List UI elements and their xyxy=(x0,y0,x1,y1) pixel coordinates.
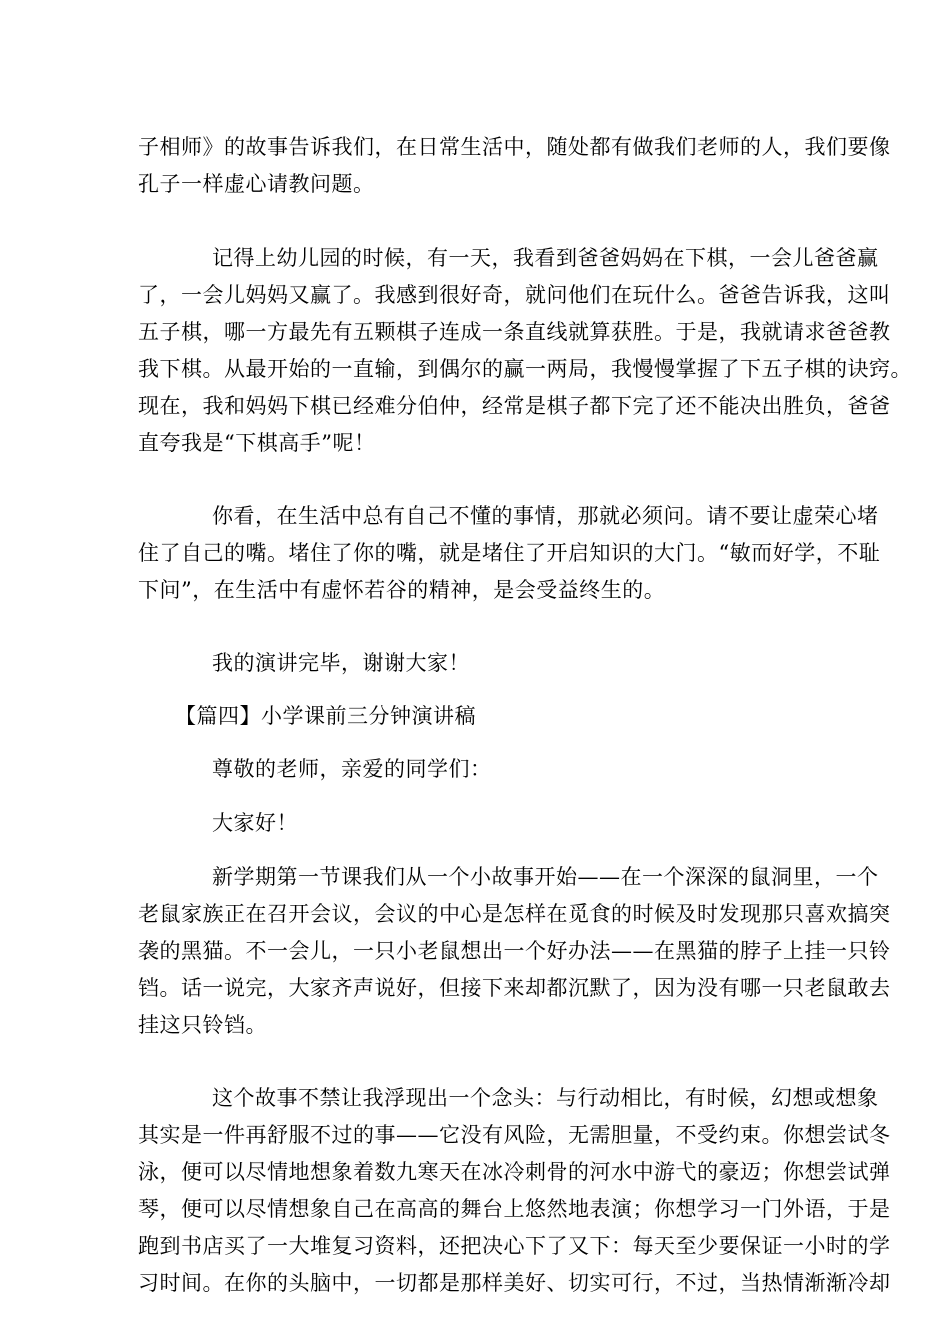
text-line: 子相师》的故事告诉我们，在日常生活中，随处都有做我们老师的人，我们要像 xyxy=(138,135,891,159)
text-line: 挂这只铃铛。 xyxy=(138,1013,267,1037)
text-line: 跑到书店买了一大堆复习资料，还把决心下了又下：每天至少要保证一小时的学 xyxy=(138,1234,891,1258)
text-line: 直夸我是“下棋高手”呢！ xyxy=(138,431,376,455)
text-line: 五子棋，哪一方最先有五颗棋子连成一条直线就算获胜。于是，我就请求爸爸教 xyxy=(138,320,891,344)
text-line: 现在，我和妈妈下棋已经难分伯仲，经常是棋子都下完了还不能决出胜负，爸爸 xyxy=(138,394,891,418)
text-line: 了，一会儿妈妈又赢了。我感到很好奇，就问他们在玩什么。爸爸告诉我，这叫 xyxy=(138,283,891,307)
salutation-line: 尊敬的老师，亲爱的同学们： xyxy=(212,757,492,781)
closing-line: 我的演讲完毕，谢谢大家！ xyxy=(212,651,470,675)
paragraph-start-line: 这个故事不禁让我浮现出一个念头：与行动相比，有时候，幻想或想象 xyxy=(212,1086,879,1110)
paragraph-start-line: 新学期第一节课我们从一个小故事开始——在一个深深的鼠洞里，一个 xyxy=(212,865,879,889)
section-heading: 【篇四】小学课前三分钟演讲稿 xyxy=(175,704,476,728)
paragraph-start-line: 记得上幼儿园的时候，有一天，我看到爸爸妈妈在下棋，一会儿爸爸赢 xyxy=(212,246,879,270)
text-line: 我下棋。从最开始的一直输，到偶尔的赢一两局，我慢慢掌握了下五子棋的诀窍。 xyxy=(138,357,912,381)
text-line: 习时间。在你的头脑中，一切都是那样美好、切实可行，不过，当热情渐渐冷却 xyxy=(138,1271,891,1295)
text-line: 铛。话一说完，大家齐声说好，但接下来却都沉默了，因为没有哪一只老鼠敢去 xyxy=(138,976,891,1000)
text-line: 琴，便可以尽情想象自己在高高的舞台上悠然地表演；你想学习一门外语，于是 xyxy=(138,1197,891,1221)
text-line: 其实是一件再舒服不过的事——它没有风险，无需胆量，不受约束。你想尝试冬 xyxy=(138,1123,891,1147)
paragraph-start-line: 你看，在生活中总有自己不懂的事情，那就必须问。请不要让虚荣心堵 xyxy=(212,504,879,528)
text-line: 泳，便可以尽情地想象着数九寒天在冰冷刺骨的河水中游弋的豪迈；你想尝试弹 xyxy=(138,1160,891,1184)
text-line: 下问”，在生活中有虚怀若谷的精神，是会受益终生的。 xyxy=(138,578,666,602)
text-line: 老鼠家族正在召开会议，会议的中心是怎样在觅食的时候及时发现那只喜欢搞突 xyxy=(138,902,891,926)
text-line: 孔子一样虚心请教问题。 xyxy=(138,172,375,196)
text-line: 住了自己的嘴。堵住了你的嘴，就是堵住了开启知识的大门。“敏而好学，不耻 xyxy=(138,541,881,565)
greeting-line: 大家好！ xyxy=(212,811,298,835)
text-line: 袭的黑猫。不一会儿，一只小老鼠想出一个好办法——在黑猫的脖子上挂一只铃 xyxy=(138,939,891,963)
